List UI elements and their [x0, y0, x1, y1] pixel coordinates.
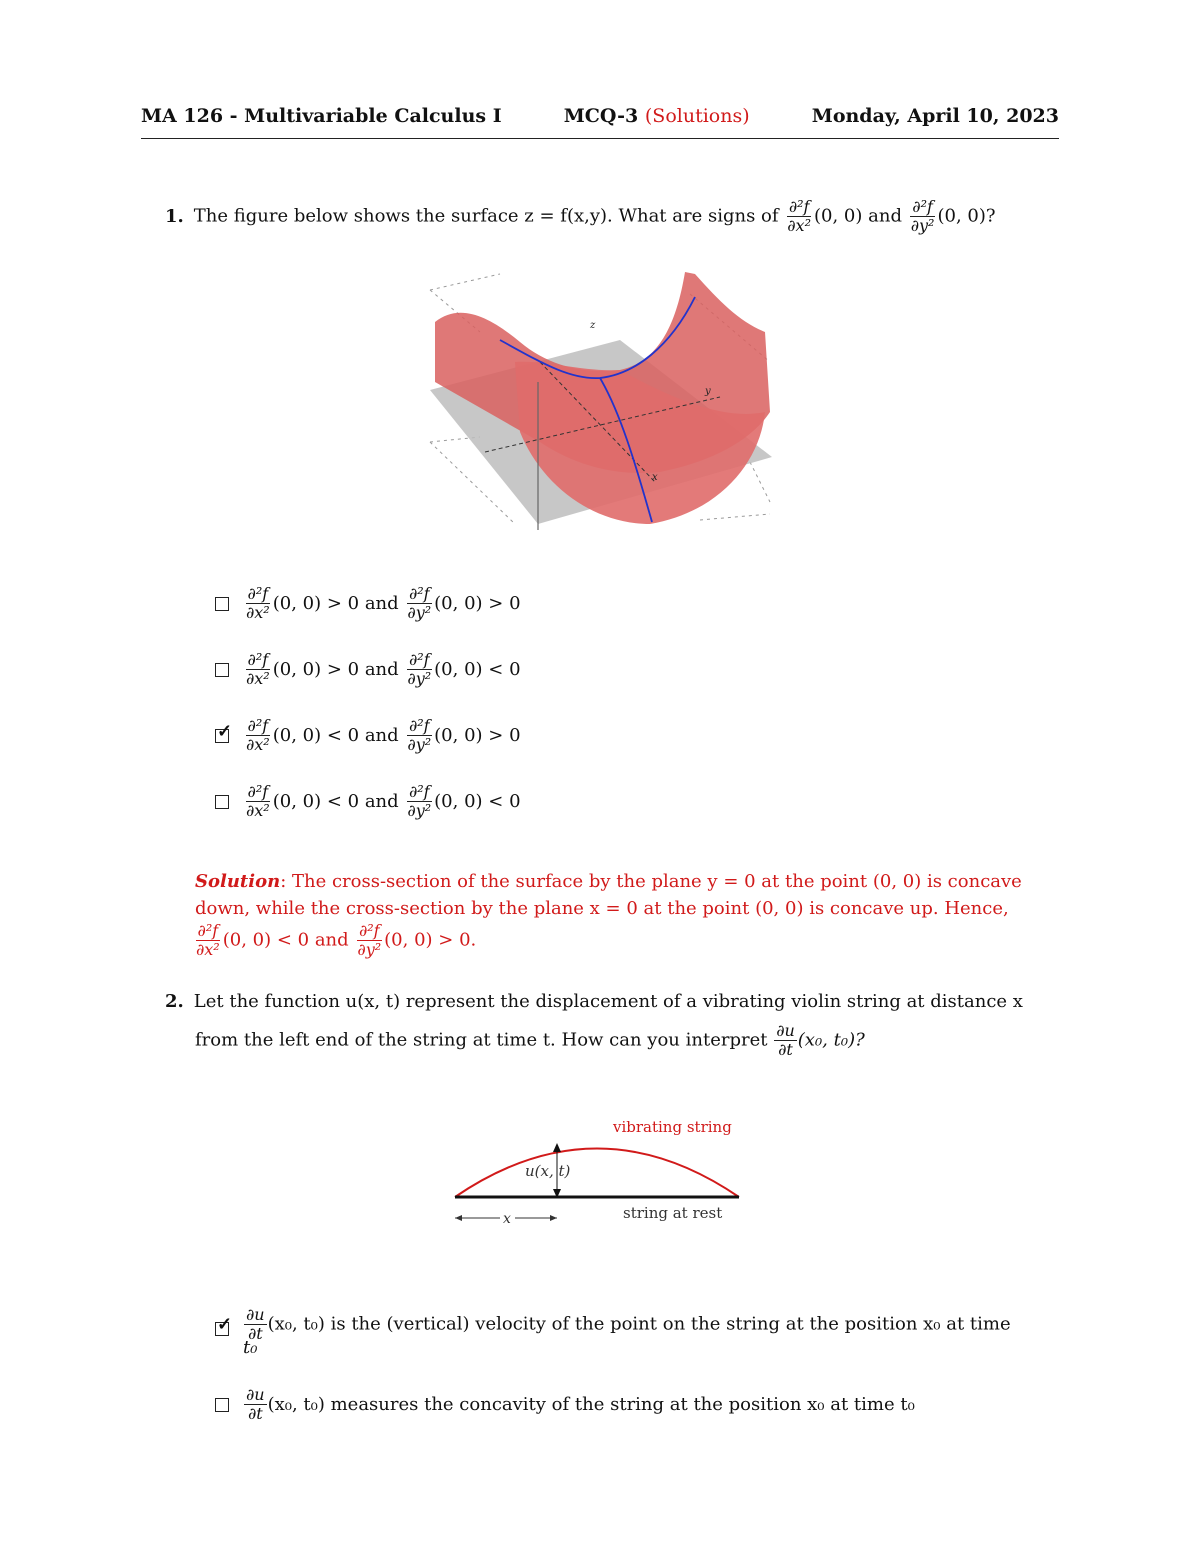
saddle-surface-figure [420, 262, 790, 542]
header-divider [141, 138, 1059, 139]
u-label: u(x, t) [525, 1162, 571, 1180]
question-number: 1. [165, 205, 184, 227]
string-at-rest-label: string at rest [623, 1204, 723, 1222]
question-1-text: The figure below shows the surface z = f(x,y). What are signs of [193, 205, 779, 227]
page-header [141, 100, 1059, 132]
vibrating-string-curve [455, 1149, 739, 1198]
arrow-left-icon [455, 1215, 462, 1221]
arrow-up-icon [553, 1143, 561, 1152]
question-2-line2: from the left end of the string at time t. How can you interpret [195, 1029, 768, 1051]
second-partial-x: $\frac{\text{∂²f}}{\text{∂x²}}$ [787, 197, 811, 235]
x-axis-label: x [652, 472, 658, 483]
checkbox[interactable] [215, 597, 229, 611]
q2-choice-1[interactable]: ✓ $\frac{\partial u}{\partial t}$ (x₀, t₀) is the (vertical) velocity of the point on the string at the position x₀ at time t₀ [215, 1306, 1075, 1358]
solutions-tag: (Solutions) [644, 105, 750, 127]
checkbox[interactable] [215, 663, 229, 677]
quiz-date: Monday, April 10, 2023 [811, 105, 1059, 127]
vibrating-string-figure [445, 1110, 765, 1230]
quiz-title: MCQ-3 (Solutions) [563, 105, 750, 127]
x-distance-label: x [503, 1211, 511, 1227]
checkbox-checked[interactable] [215, 729, 229, 743]
solution-label: Solution [195, 871, 281, 892]
second-partial-y: $\frac{\text{∂²f}}{\text{∂y²}}$ [910, 197, 935, 235]
question-number: 2. [165, 991, 184, 1012]
vibrating-string-label: vibrating string [613, 1118, 732, 1136]
checkbox-checked[interactable] [215, 1322, 229, 1336]
question-2-line1: Let the function u(x, t) represent the displacement of a vibrating violin string at distance x [193, 991, 1023, 1012]
z-axis-label: z [590, 320, 596, 331]
arrow-right-icon [550, 1215, 557, 1221]
q1-choice-2[interactable]: $\frac{\text{∂²f}}{\text{∂x²}}$ (0, 0) > 0 and $\frac{\text{∂²f}}{\text{∂y²}}$ (0, 0) < 0 [215, 651, 521, 688]
question-1: 1. The figure below shows the surface z = f(x,y). What are signs of $\frac{\text{∂²f}}{\text{∂x²}}$ (0, 0) and $\frac{\text{∂²f}}{\text{∂y²}}$ (0, 0)? [165, 197, 996, 235]
checkbox[interactable] [215, 795, 229, 809]
question-2: 2. Let the function u(x, t) represent the displacement of a vibrating violin string at distance x from the left end of the string at time t. How can you interpret $\frac{\partial u}{\partial t}$ (x₀, t₀)? [165, 991, 1023, 1059]
q1-choice-3[interactable]: ✓ $\frac{\text{∂²f}}{\text{∂x²}}$ (0, 0) < 0 and $\frac{\text{∂²f}}{\text{∂y²}}$ (0, 0) > 0 [215, 717, 521, 754]
q1-choice-4[interactable]: $\frac{\text{∂²f}}{\text{∂x²}}$ (0, 0) < 0 and $\frac{\text{∂²f}}{\text{∂y²}}$ (0, 0) < 0 [215, 783, 521, 820]
q1-solution: Solution: The cross-section of the surface by the plane y = 0 at the point (0, 0) is concave down, while the cross-section by the plane x = 0 at the point (0, 0) is concave up. Hence, $\frac{\text{∂²f}}{\text{∂x²}}$ (0, 0) < 0 and $\frac{\text{∂²f}}{\text{∂y²}}$ (0, 0) > 0. [195, 871, 1022, 959]
course-title: MA 126 - Multivariable Calculus I [141, 105, 502, 127]
q1-choice-1[interactable]: $\frac{\text{∂²f}}{\text{∂x²}}$ (0, 0) > 0 and $\frac{\text{∂²f}}{\text{∂y²}}$ (0, 0) > 0 [215, 585, 521, 622]
y-axis-label: y [705, 386, 711, 397]
checkbox[interactable] [215, 1398, 229, 1412]
q2-choice-2[interactable]: $\frac{\partial u}{\partial t}$ (x₀, t₀) measures the concavity of the string at the position x₀ at time t₀ [215, 1386, 915, 1423]
